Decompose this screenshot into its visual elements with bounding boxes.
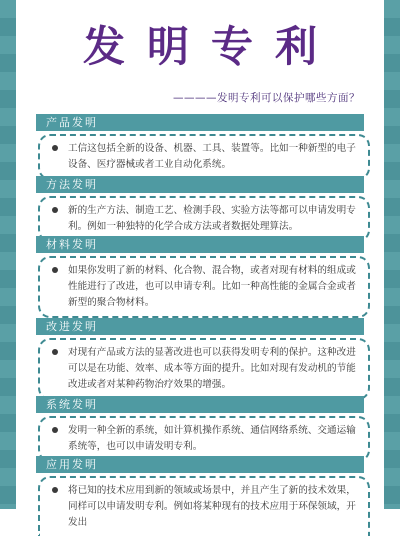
section-header — [36, 396, 364, 413]
section-text: 对现有产品或方法的显著改进也可以获得发明专利的保护。这种改进可以是在功能、效率、成本等方面的提升。比如对现有发动机的节能改进或者对某种药物治疗效果的增强。 — [68, 347, 356, 390]
left-decorative-stripe — [0, 0, 16, 509]
section-header — [36, 318, 364, 335]
section-text: 工信这包括全新的设备、机器、工具、装置等。比如一种新型的电子设备、医疗器械或者工业自动化系统。 — [68, 143, 356, 170]
section-title: 方法发明 — [36, 176, 108, 193]
section-card — [38, 256, 370, 318]
bullet-dot-icon — [52, 349, 58, 355]
section-header — [36, 456, 364, 473]
bullet-dot-icon — [52, 427, 58, 433]
section-text: 新的生产方法、制造工艺、检测手段、实验方法等都可以申请发明专利。例如一种独特的化学合成方法或者数据处理算法。 — [68, 205, 356, 232]
section-text: 将已知的技术应用到新的领域或场景中，并且产生了新的技术效果，同样可以申请发明专利。例如将某种现有的技术应用于环保领域，开发出 — [68, 485, 356, 528]
section-card — [38, 476, 370, 536]
section-application — [20, 456, 380, 536]
poster — [20, 0, 380, 528]
right-decorative-stripe — [384, 0, 400, 509]
section-product — [20, 114, 380, 180]
section-system — [20, 396, 380, 462]
section-title: 改进发明 — [36, 318, 108, 335]
section-card — [38, 134, 370, 180]
section-header — [36, 236, 364, 253]
bullet-dot-icon — [52, 267, 58, 273]
bullet-dot-icon — [52, 207, 58, 213]
section-title: 产品发明 — [36, 114, 108, 131]
page-title: 发明专利 — [82, 22, 339, 71]
bullet-dot-icon — [52, 487, 58, 493]
section-card — [38, 338, 370, 400]
bullet-dot-icon — [52, 145, 58, 151]
section-method — [20, 176, 380, 242]
section-text: 如果你发明了新的材料、化合物、混合物，或者对现有材料的组成或性能进行了改进，也可以申请专利。比如一种高性能的金属合金或者新型的聚合物材料。 — [68, 265, 356, 308]
section-title: 材料发明 — [36, 236, 108, 253]
section-title: 应用发明 — [36, 456, 108, 473]
section-header — [36, 114, 364, 131]
section-header — [36, 176, 364, 193]
section-material — [20, 236, 380, 318]
page-subtitle: ————发明专利可以保护哪些方面？ — [173, 92, 360, 104]
section-improvement — [20, 318, 380, 400]
section-text: 发明一种全新的系统，如计算机操作系统、通信网络系统、交通运输系统等，也可以申请发明专利。 — [68, 425, 356, 452]
section-title: 系统发明 — [36, 396, 108, 413]
